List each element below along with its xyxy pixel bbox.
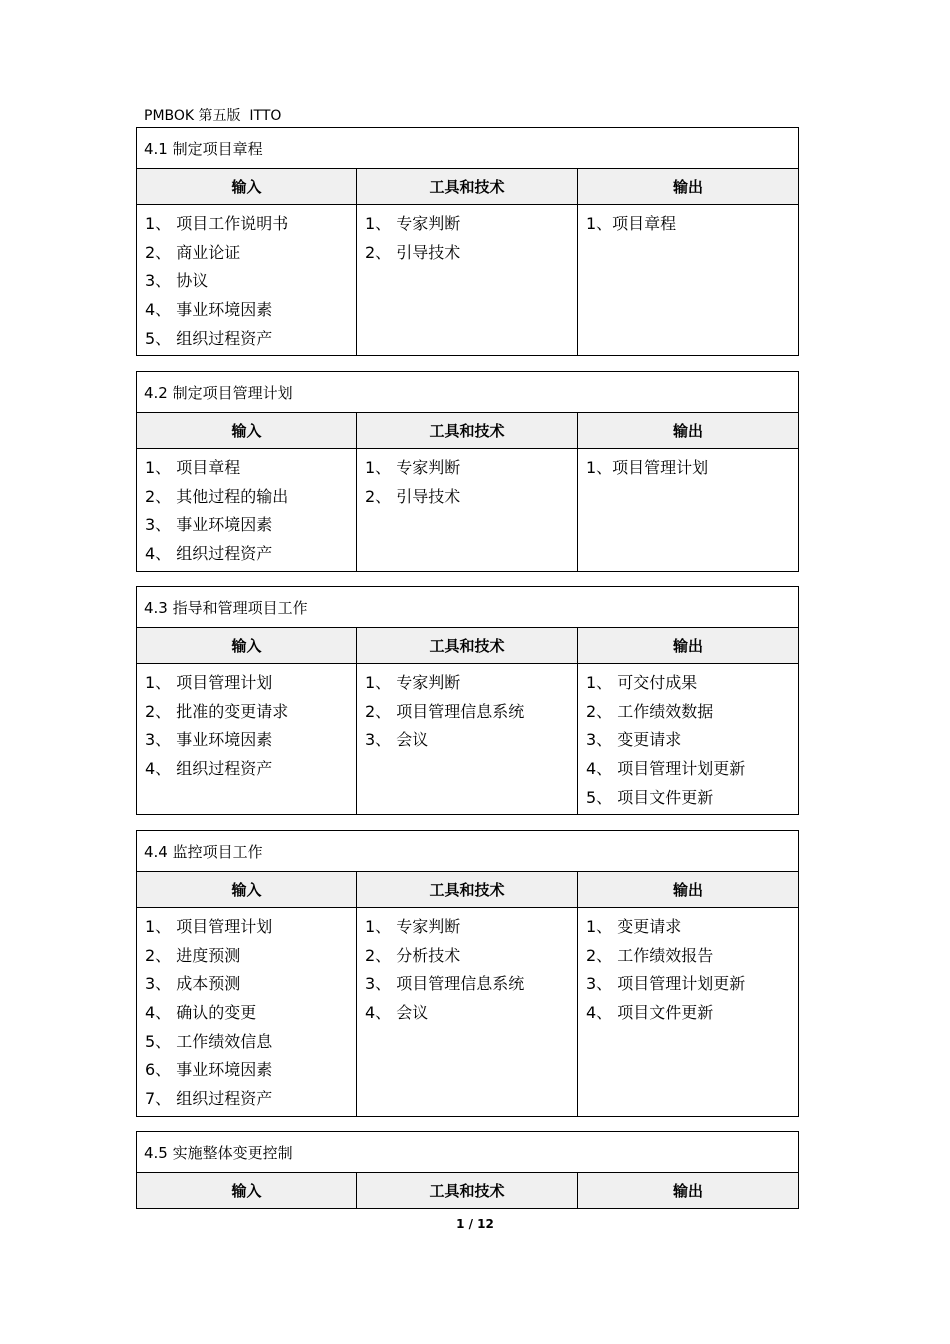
tools-header: 工具和技术 bbox=[357, 169, 578, 205]
process-title: 4.5 实施整体变更控制 bbox=[137, 1132, 799, 1173]
list-item: 3、 事业环境因素 bbox=[145, 515, 273, 535]
itto-table-4-3 bbox=[136, 586, 799, 815]
tools-header: 工具和技术 bbox=[357, 872, 578, 908]
tools-header: 工具和技术 bbox=[357, 413, 578, 449]
list-item: 2、 进度预测 bbox=[145, 945, 241, 965]
inputs-header: 输入 bbox=[137, 413, 357, 449]
list-item: 4、 确认的变更 bbox=[145, 1003, 257, 1023]
list-item: 4、 事业环境因素 bbox=[145, 300, 273, 320]
inputs-cell bbox=[137, 664, 357, 815]
outputs-header: 输出 bbox=[578, 1173, 799, 1209]
list-item: 3、 变更请求 bbox=[586, 730, 682, 750]
list-item: 2、 批准的变更请求 bbox=[145, 701, 289, 721]
inputs-header: 输入 bbox=[137, 628, 357, 664]
tools-cell bbox=[357, 205, 578, 356]
outputs-header: 输出 bbox=[578, 872, 799, 908]
itto-table-4-2 bbox=[136, 371, 799, 572]
list-item: 1、 专家判断 bbox=[365, 673, 461, 692]
list-item: 7、 组织过程资产 bbox=[145, 1089, 273, 1109]
list-item: 1、 专家判断 bbox=[365, 214, 461, 233]
list-item: 2、 分析技术 bbox=[365, 945, 461, 965]
page-number: 1 / 12 bbox=[456, 1217, 494, 1231]
list-item: 4、 项目管理计划更新 bbox=[586, 759, 746, 779]
list-item: 3、 协议 bbox=[145, 271, 209, 291]
process-title: 4.4 监控项目工作 bbox=[137, 831, 799, 872]
list-item: 5、 组织过程资产 bbox=[145, 328, 273, 348]
list-item: 4、 组织过程资产 bbox=[145, 759, 273, 779]
list-item: 1、 专家判断 bbox=[365, 458, 461, 477]
outputs-header: 输出 bbox=[578, 628, 799, 664]
list-item: 1、项目管理计划 bbox=[586, 458, 709, 477]
list-item: 4、 组织过程资产 bbox=[145, 544, 273, 564]
list-item: 1、 专家判断 bbox=[365, 917, 461, 936]
list-item: 4、 项目文件更新 bbox=[586, 1003, 714, 1023]
list-item: 1、 变更请求 bbox=[586, 917, 682, 936]
tools-cell bbox=[357, 664, 578, 815]
outputs-cell bbox=[578, 664, 799, 815]
list-item: 2、 引导技术 bbox=[365, 486, 461, 506]
tools-header: 工具和技术 bbox=[357, 628, 578, 664]
list-item: 6、 事业环境因素 bbox=[145, 1060, 273, 1080]
outputs-cell bbox=[578, 449, 799, 572]
list-item: 1、 项目工作说明书 bbox=[145, 214, 289, 233]
outputs-header: 输出 bbox=[578, 413, 799, 449]
outputs-cell bbox=[578, 205, 799, 356]
outputs-header: 输出 bbox=[578, 169, 799, 205]
itto-table-4-5 bbox=[136, 1131, 799, 1209]
tools-cell bbox=[357, 908, 578, 1117]
list-item: 2、 引导技术 bbox=[365, 242, 461, 262]
process-title: 4.1 制定项目章程 bbox=[137, 128, 799, 169]
list-item: 1、 项目管理计划 bbox=[145, 917, 273, 936]
list-item: 1、 项目章程 bbox=[145, 458, 241, 477]
list-item: 2、 项目管理信息系统 bbox=[365, 701, 525, 721]
inputs-cell bbox=[137, 908, 357, 1117]
itto-table-4-1 bbox=[136, 127, 799, 356]
list-item: 1、 项目管理计划 bbox=[145, 673, 273, 692]
list-item: 3、 成本预测 bbox=[145, 974, 241, 994]
list-item: 5、 工作绩效信息 bbox=[145, 1031, 273, 1051]
list-item: 1、 可交付成果 bbox=[586, 673, 698, 692]
list-item: 3、 会议 bbox=[365, 730, 429, 750]
list-item: 4、 会议 bbox=[365, 1003, 429, 1023]
inputs-header: 输入 bbox=[137, 1173, 357, 1209]
inputs-header: 输入 bbox=[137, 169, 357, 205]
list-item: 2、 工作绩效报告 bbox=[586, 945, 714, 965]
itto-table-4-4 bbox=[136, 830, 799, 1117]
document-title: PMBOK 第五版 ITTO bbox=[144, 108, 282, 124]
list-item: 5、 项目文件更新 bbox=[586, 787, 714, 807]
inputs-header: 输入 bbox=[137, 872, 357, 908]
list-item: 3、 项目管理计划更新 bbox=[586, 974, 746, 994]
list-item: 2、 商业论证 bbox=[145, 242, 241, 262]
list-item: 2、 其他过程的输出 bbox=[145, 486, 289, 506]
list-item: 2、 工作绩效数据 bbox=[586, 701, 714, 721]
inputs-cell bbox=[137, 449, 357, 572]
outputs-cell bbox=[578, 908, 799, 1117]
tools-header: 工具和技术 bbox=[357, 1173, 578, 1209]
tools-cell bbox=[357, 449, 578, 572]
list-item: 1、项目章程 bbox=[586, 214, 677, 233]
list-item: 3、 事业环境因素 bbox=[145, 730, 273, 750]
list-item: 3、 项目管理信息系统 bbox=[365, 974, 525, 994]
inputs-cell bbox=[137, 205, 357, 356]
process-title: 4.3 指导和管理项目工作 bbox=[137, 587, 799, 628]
process-title: 4.2 制定项目管理计划 bbox=[137, 372, 799, 413]
